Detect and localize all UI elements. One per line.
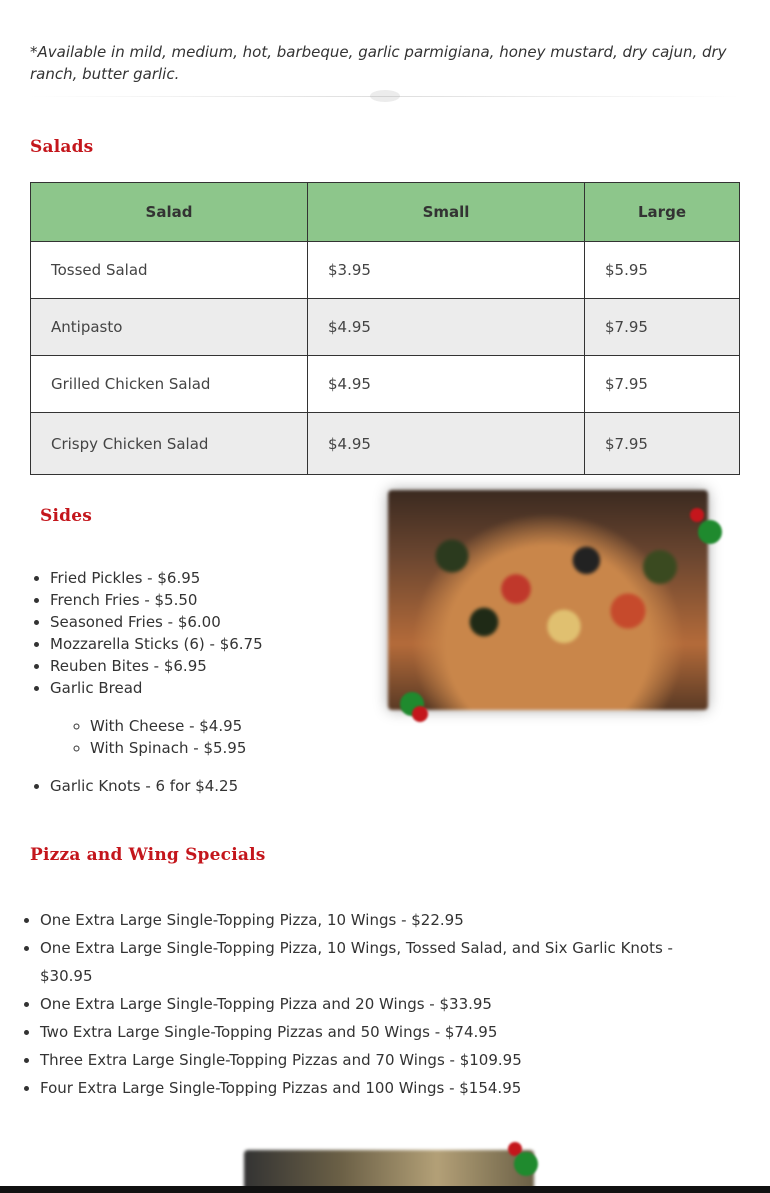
tomato-decoration [412,706,428,722]
salad-name: Grilled Chicken Salad [31,356,308,413]
list-item: • Seasoned Fries - $6.00 [50,611,360,633]
table-row [31,242,740,299]
column-header-large: Large [585,183,740,242]
list-item-label: Garlic Bread [50,679,143,697]
list-item: • Mozzarella Sticks (6) - $6.75 [50,633,360,655]
garlic-bread-options [90,715,360,759]
list-item: • Garlic Knots - 6 for $4.25 [50,775,360,797]
section-divider [30,96,740,97]
salad-price-small: $4.95 [308,356,585,413]
list-item: • Reuben Bites - $6.95 [50,655,360,677]
salads-heading: Salads [30,137,94,157]
column-header-salad: Salad [31,183,308,242]
list-item: • Two Extra Large Single-Topping Pizzas and 50 Wings - $74.95 [40,1018,710,1046]
bottom-bar [0,1186,770,1193]
list-item-garlic-bread [50,677,360,759]
table-row [31,413,740,475]
tomato-decoration [690,508,704,522]
salad-price-large: $7.95 [585,413,740,475]
table-header-row [31,183,740,242]
list-item: ◦ With Spinach - $5.95 [90,737,360,759]
salad-price-small: $3.95 [308,242,585,299]
food-photo [244,1150,534,1190]
pizza-photo [388,490,708,710]
specials-list [20,906,710,1102]
table-row [31,356,740,413]
wings-flavor-note: *Available in mild, medium, hot, barbeque, garlic parmigiana, honey mustard, dry cajun, dry ranch, butter garlic. [30,43,727,83]
specials-heading: Pizza and Wing Specials [30,845,266,865]
column-header-small: Small [308,183,585,242]
salad-price-large: $5.95 [585,242,740,299]
list-item: • One Extra Large Single-Topping Pizza, 10 Wings, Tossed Salad, and Six Garlic Knots - $30.95 [40,934,710,990]
list-item: • Four Extra Large Single-Topping Pizzas and 100 Wings - $154.95 [40,1074,710,1102]
salad-name: Tossed Salad [31,242,308,299]
list-item: • One Extra Large Single-Topping Pizza and 20 Wings - $33.95 [40,990,710,1018]
list-item: • One Extra Large Single-Topping Pizza, 10 Wings - $22.95 [40,906,710,934]
list-item: • French Fries - $5.50 [50,589,360,611]
sides-heading: Sides [40,506,93,526]
salad-price-small: $4.95 [308,299,585,356]
table-row [31,299,740,356]
sides-list [30,567,360,797]
salad-price-large: $7.95 [585,356,740,413]
salads-table [30,182,740,475]
list-item: • Three Extra Large Single-Topping Pizzas and 70 Wings - $109.95 [40,1046,710,1074]
list-item: • Fried Pickles - $6.95 [50,567,360,589]
salad-name: Antipasto [31,299,308,356]
salad-price-small: $4.95 [308,413,585,475]
salad-price-large: $7.95 [585,299,740,356]
salad-name: Crispy Chicken Salad [31,413,308,475]
list-item: ◦ With Cheese - $4.95 [90,715,360,737]
basil-decoration [514,1152,538,1176]
basil-decoration [698,520,722,544]
